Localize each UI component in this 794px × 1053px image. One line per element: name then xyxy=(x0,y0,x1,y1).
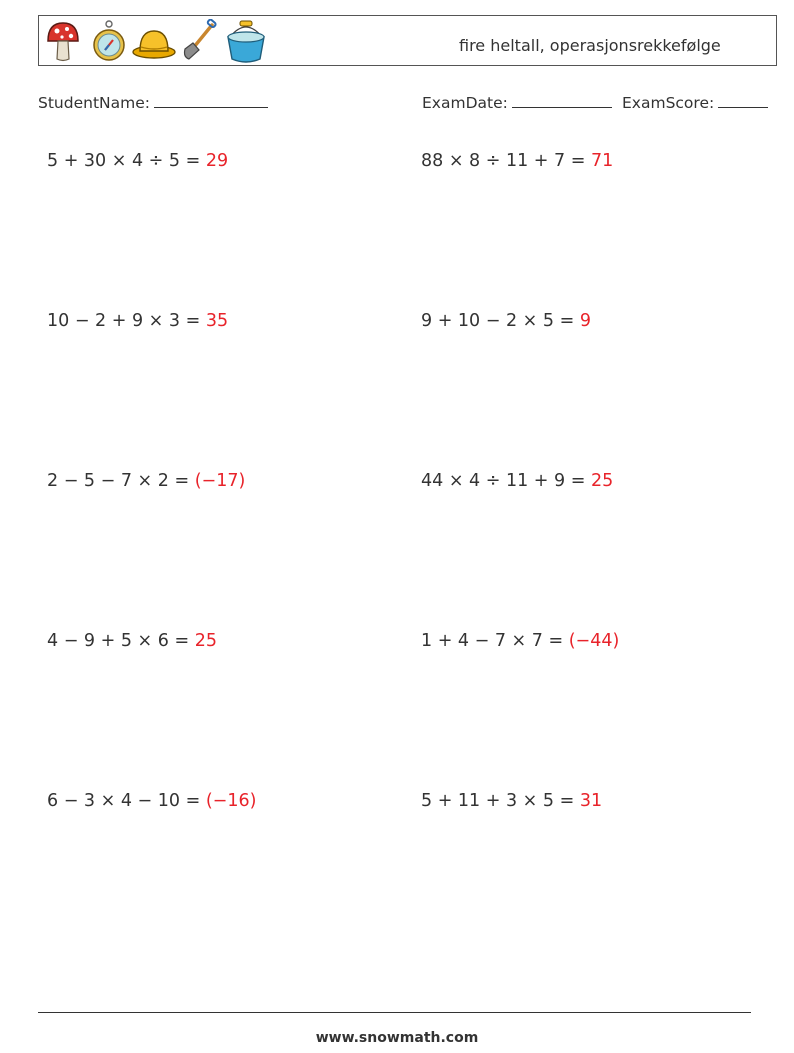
student-name-line[interactable] xyxy=(154,93,268,108)
problem-answer: 25 xyxy=(590,471,614,491)
problem-3 xyxy=(47,311,228,331)
problem-answer: (−16) xyxy=(205,791,257,811)
problem-4 xyxy=(421,311,591,331)
problem-8 xyxy=(421,631,619,651)
problem-answer: 71 xyxy=(590,151,614,171)
problem-answer: 9 xyxy=(579,311,591,331)
footer-url[interactable]: www.snowmath.com xyxy=(315,1030,479,1046)
icon-strip xyxy=(45,19,275,65)
exam-date-label: ExamDate: xyxy=(422,94,508,112)
problem-7 xyxy=(47,631,217,651)
problem-10 xyxy=(421,791,602,811)
problem-answer: 35 xyxy=(205,311,229,331)
problem-expression: 44 × 4 ÷ 11 + 9 = xyxy=(421,471,586,491)
shovel-icon xyxy=(179,19,219,65)
problem-expression: 10 − 2 + 9 × 3 = xyxy=(47,311,201,331)
problem-expression: 88 × 8 ÷ 11 + 7 = xyxy=(421,151,586,171)
problem-answer: 31 xyxy=(579,791,603,811)
exam-score-line[interactable] xyxy=(718,93,768,108)
hat-icon xyxy=(131,19,177,65)
problem-2 xyxy=(421,151,613,171)
worksheet-title: fire heltall, operasjonsrekkefølge xyxy=(459,36,721,55)
problem-expression: 1 + 4 − 7 × 7 = xyxy=(421,631,564,651)
footer-divider xyxy=(38,1012,751,1013)
problem-expression: 4 − 9 + 5 × 6 = xyxy=(47,631,190,651)
problem-expression: 9 + 10 − 2 × 5 = xyxy=(421,311,575,331)
header-box xyxy=(38,15,777,66)
problem-expression: 6 − 3 × 4 − 10 = xyxy=(47,791,201,811)
problem-9 xyxy=(47,791,256,811)
exam-date-field[interactable] xyxy=(422,93,612,112)
problem-1 xyxy=(47,151,228,171)
problem-expression: 5 + 30 × 4 ÷ 5 = xyxy=(47,151,201,171)
student-name-field[interactable] xyxy=(38,93,268,112)
problem-answer: 25 xyxy=(194,631,217,651)
compass-icon xyxy=(91,19,127,65)
problem-answer: (−17) xyxy=(194,471,246,491)
problem-5 xyxy=(47,471,245,491)
problem-answer: (−44) xyxy=(568,631,620,651)
student-name-label: StudentName: xyxy=(38,94,150,112)
problem-expression: 2 − 5 − 7 × 2 = xyxy=(47,471,190,491)
problem-6 xyxy=(421,471,613,491)
problem-answer: 29 xyxy=(205,151,229,171)
exam-score-field[interactable] xyxy=(622,93,768,112)
exam-date-line[interactable] xyxy=(512,93,612,108)
mushroom-icon xyxy=(45,19,81,65)
bucket-icon xyxy=(223,19,269,65)
problem-expression: 5 + 11 + 3 × 5 = xyxy=(421,791,575,811)
exam-score-label: ExamScore: xyxy=(622,94,715,112)
